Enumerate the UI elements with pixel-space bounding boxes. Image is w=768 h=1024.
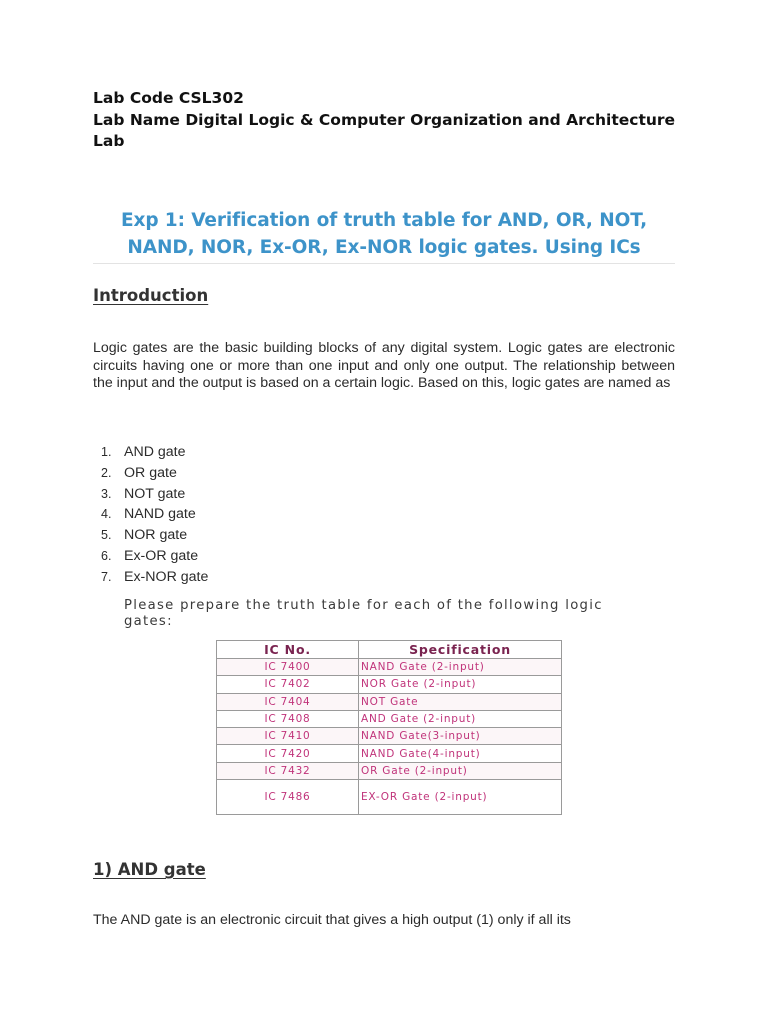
list-item xyxy=(93,442,208,463)
list-item-label: NAND gate xyxy=(124,506,196,523)
table-row xyxy=(217,780,562,815)
table-row xyxy=(217,693,562,710)
specification-cell: AND Gate (2-input) xyxy=(359,710,562,727)
table-row xyxy=(217,728,562,745)
list-number: 7. xyxy=(101,569,112,584)
specification-cell: OR Gate (2-input) xyxy=(359,762,562,779)
ic-number-cell: IC 7410 xyxy=(217,728,359,745)
specification-cell: NAND Gate(3-input) xyxy=(359,728,562,745)
list-number: 3. xyxy=(101,486,112,501)
ic-number-cell: IC 7432 xyxy=(217,762,359,779)
list-item xyxy=(93,463,208,484)
list-item xyxy=(93,546,208,567)
column-header-specification: Specification xyxy=(359,641,562,659)
table-row xyxy=(217,745,562,762)
specification-cell: NOR Gate (2-input) xyxy=(359,676,562,693)
lab-name: Lab Name Digital Logic & Computer Organization and Architecture Lab xyxy=(93,110,676,150)
specification-cell: NAND Gate (2-input) xyxy=(359,659,562,676)
list-item xyxy=(93,484,208,505)
ic-specification-table xyxy=(216,640,562,815)
and-gate-heading: 1) AND gate xyxy=(93,860,206,879)
ic-number-cell: IC 7420 xyxy=(217,745,359,762)
list-item xyxy=(93,567,208,588)
figure-instruction: Please prepare the truth table for each of the following logic gates: xyxy=(124,598,603,629)
introduction-paragraph: Logic gates are the basic building blocks of any digital system. Logic gates are electronic circuits having one or more than one input and only one output. The relationship between the input and the output is based on a certain logic. Based on this, logic gates are named as xyxy=(93,340,675,391)
list-number: 5. xyxy=(101,528,112,543)
list-item-label: Ex-OR gate xyxy=(124,547,199,564)
and-gate-paragraph: The AND gate is an electronic circuit that gives a high output (1) only if all its xyxy=(93,912,571,928)
introduction-heading: Introduction xyxy=(93,286,209,305)
title-divider xyxy=(93,263,675,264)
table-row xyxy=(217,659,562,676)
list-item-label: Ex-NOR gate xyxy=(124,568,209,585)
table-header-row xyxy=(217,641,562,659)
list-item xyxy=(93,504,208,525)
ic-number-cell: IC 7486 xyxy=(217,780,359,815)
list-item-label: NOT gate xyxy=(124,485,186,502)
specification-cell: NOT Gate xyxy=(359,693,562,710)
list-number: 4. xyxy=(101,507,112,522)
specification-cell: EX-OR Gate (2-input) xyxy=(359,780,562,815)
gate-list xyxy=(93,442,208,588)
lab-code: Lab Code CSL302 xyxy=(93,89,244,107)
list-number: 1. xyxy=(101,445,112,459)
list-item-label: AND gate xyxy=(124,444,186,460)
experiment-title: Exp 1: Verification of truth table for AND, OR, NOT, NAND, NOR, Ex-OR, Ex-NOR logic gates. Using ICs xyxy=(120,210,648,258)
ic-number-cell: IC 7402 xyxy=(217,676,359,693)
table-row xyxy=(217,676,562,693)
ic-number-cell: IC 7404 xyxy=(217,693,359,710)
list-item-label: OR gate xyxy=(124,464,177,481)
list-number: 6. xyxy=(101,548,112,563)
list-number: 2. xyxy=(101,465,112,480)
ic-number-cell: IC 7408 xyxy=(217,710,359,727)
ic-number-cell: IC 7400 xyxy=(217,659,359,676)
specification-cell: NAND Gate(4-input) xyxy=(359,745,562,762)
list-item-label: NOR gate xyxy=(124,527,188,544)
lab-header xyxy=(93,88,693,153)
table-row xyxy=(217,762,562,779)
table-row xyxy=(217,710,562,727)
column-header-ic-no: IC No. xyxy=(217,641,359,659)
list-item xyxy=(93,525,208,546)
